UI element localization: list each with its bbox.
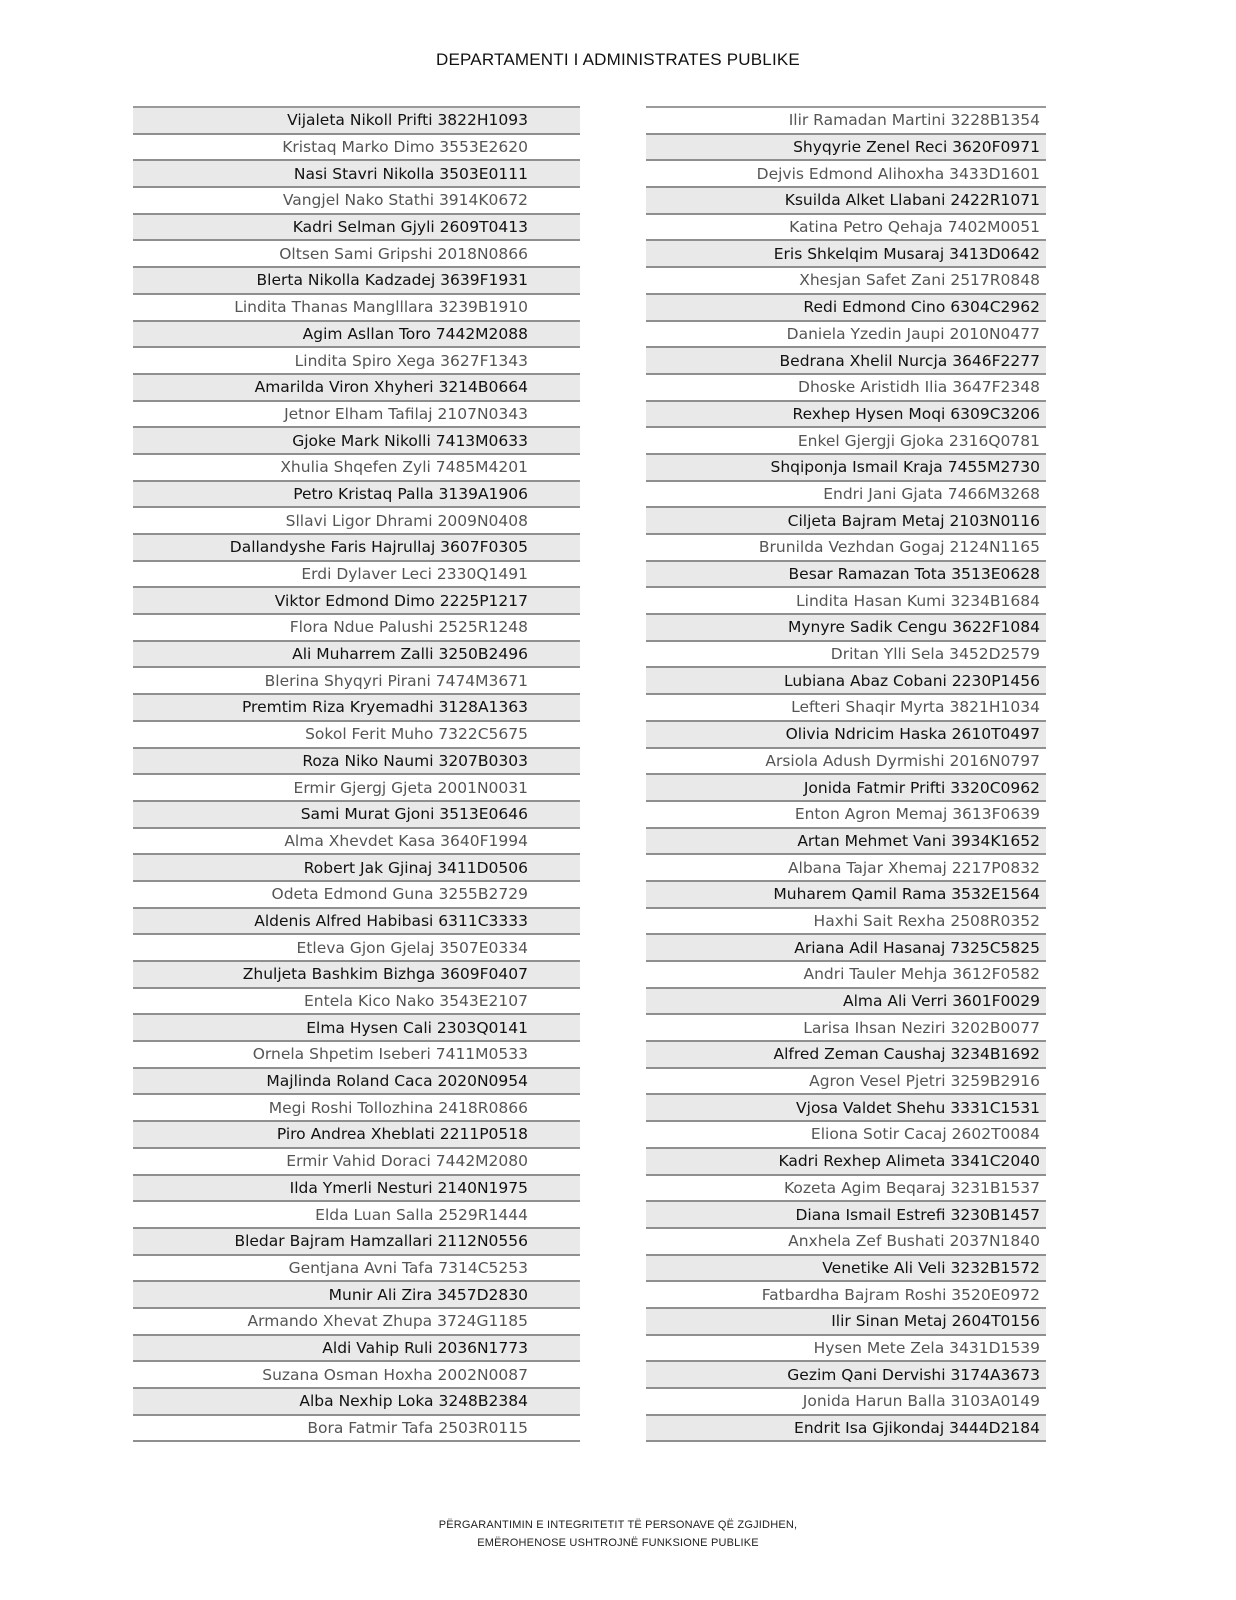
list-item: Zhuljeta Bashkim Bizhga 3609F0407 xyxy=(133,962,580,989)
list-item: Gezim Qani Dervishi 3174A3673 xyxy=(646,1362,1046,1389)
list-item: Katina Petro Qehaja 7402M0051 xyxy=(646,215,1046,242)
page-title: DEPARTAMENTI I ADMINISTRATES PUBLIKE xyxy=(436,50,800,69)
list-item: Vijaleta Nikoll Prifti 3822H1093 xyxy=(133,108,580,135)
list-item: Diana Ismail Estrefi 3230B1457 xyxy=(646,1202,1046,1229)
list-item: Piro Andrea Xheblati 2211P0518 xyxy=(133,1122,580,1149)
list-item: Lindita Thanas Manglllara 3239B1910 xyxy=(133,295,580,322)
list-item: Ali Muharrem Zalli 3250B2496 xyxy=(133,642,580,669)
list-item: Haxhi Sait Rexha 2508R0352 xyxy=(646,909,1046,936)
list-item: Ilir Sinan Metaj 2604T0156 xyxy=(646,1309,1046,1336)
list-item: Viktor Edmond Dimo 2225P1217 xyxy=(133,588,580,615)
list-item: Megi Roshi Tollozhina 2418R0866 xyxy=(133,1095,580,1122)
list-item: Andri Tauler Mehja 3612F0582 xyxy=(646,962,1046,989)
list-item: Endrit Isa Gjikondaj 3444D2184 xyxy=(646,1416,1046,1443)
list-item: Aldi Vahip Ruli 2036N1773 xyxy=(133,1336,580,1363)
list-item: Shqiponja Ismail Kraja 7455M2730 xyxy=(646,455,1046,482)
list-item: Lubiana Abaz Cobani 2230P1456 xyxy=(646,668,1046,695)
list-item: Venetike Ali Veli 3232B1572 xyxy=(646,1256,1046,1283)
right-name-list xyxy=(646,106,1046,1442)
list-item: Premtim Riza Kryemadhi 3128A1363 xyxy=(133,695,580,722)
list-item: Kadri Selman Gjyli 2609T0413 xyxy=(133,215,580,242)
list-item: Ciljeta Bajram Metaj 2103N0116 xyxy=(646,508,1046,535)
list-item: Agim Asllan Toro 7442M2088 xyxy=(133,322,580,349)
list-item: Nasi Stavri Nikolla 3503E0111 xyxy=(133,161,580,188)
list-item: Erdi Dylaver Leci 2330Q1491 xyxy=(133,562,580,589)
list-item: Gjoke Mark Nikolli 7413M0633 xyxy=(133,428,580,455)
list-item: Elda Luan Salla 2529R1444 xyxy=(133,1202,580,1229)
list-item: Kadri Rexhep Alimeta 3341C2040 xyxy=(646,1149,1046,1176)
list-item: Blerta Nikolla Kadzadej 3639F1931 xyxy=(133,268,580,295)
list-item: Alba Nexhip Loka 3248B2384 xyxy=(133,1389,580,1416)
list-item: Redi Edmond Cino 6304C2962 xyxy=(646,295,1046,322)
list-item: Fatbardha Bajram Roshi 3520E0972 xyxy=(646,1282,1046,1309)
list-item: Arsiola Adush Dyrmishi 2016N0797 xyxy=(646,749,1046,776)
list-item: Vangjel Nako Stathi 3914K0672 xyxy=(133,188,580,215)
list-item: Albana Tajar Xhemaj 2217P0832 xyxy=(646,855,1046,882)
list-item: Endri Jani Gjata 7466M3268 xyxy=(646,482,1046,509)
list-item: Jonida Fatmir Prifti 3320C0962 xyxy=(646,775,1046,802)
list-item: Dhoske Aristidh Ilia 3647F2348 xyxy=(646,375,1046,402)
list-item: Etleva Gjon Gjelaj 3507E0334 xyxy=(133,935,580,962)
list-item: Dejvis Edmond Alihoxha 3433D1601 xyxy=(646,161,1046,188)
list-item: Lefteri Shaqir Myrta 3821H1034 xyxy=(646,695,1046,722)
list-item: Sllavi Ligor Dhrami 2009N0408 xyxy=(133,508,580,535)
list-item: Enton Agron Memaj 3613F0639 xyxy=(646,802,1046,829)
list-item: Muharem Qamil Rama 3532E1564 xyxy=(646,882,1046,909)
list-item: Kozeta Agim Beqaraj 3231B1537 xyxy=(646,1176,1046,1203)
list-item: Xhulia Shqefen Zyli 7485M4201 xyxy=(133,455,580,482)
list-item: Ilda Ymerli Nesturi 2140N1975 xyxy=(133,1176,580,1203)
list-item: Elma Hysen Cali 2303Q0141 xyxy=(133,1015,580,1042)
list-item: Ksuilda Alket Llabani 2422R1071 xyxy=(646,188,1046,215)
list-item: Eliona Sotir Cacaj 2602T0084 xyxy=(646,1122,1046,1149)
list-item: Roza Niko Naumi 3207B0303 xyxy=(133,749,580,776)
list-item: Hysen Mete Zela 3431D1539 xyxy=(646,1336,1046,1363)
list-item: Dallandyshe Faris Hajrullaj 3607F0305 xyxy=(133,535,580,562)
list-item: Anxhela Zef Bushati 2037N1840 xyxy=(646,1229,1046,1256)
list-item: Ilir Ramadan Martini 3228B1354 xyxy=(646,108,1046,135)
list-item: Amarilda Viron Xhyheri 3214B0664 xyxy=(133,375,580,402)
list-item: Bledar Bajram Hamzallari 2112N0556 xyxy=(133,1229,580,1256)
list-item: Vjosa Valdet Shehu 3331C1531 xyxy=(646,1095,1046,1122)
list-item: Gentjana Avni Tafa 7314C5253 xyxy=(133,1256,580,1283)
list-item: Jetnor Elham Tafilaj 2107N0343 xyxy=(133,402,580,429)
list-item: Enkel Gjergji Gjoka 2316Q0781 xyxy=(646,428,1046,455)
list-item: Mynyre Sadik Cengu 3622F1084 xyxy=(646,615,1046,642)
list-item: Ornela Shpetim Iseberi 7411M0533 xyxy=(133,1042,580,1069)
list-item: Eris Shkelqim Musaraj 3413D0642 xyxy=(646,241,1046,268)
list-item: Blerina Shyqyri Pirani 7474M3671 xyxy=(133,668,580,695)
list-item: Ermir Gjergj Gjeta 2001N0031 xyxy=(133,775,580,802)
list-item: Alma Xhevdet Kasa 3640F1994 xyxy=(133,829,580,856)
list-item: Rexhep Hysen Moqi 6309C3206 xyxy=(646,402,1046,429)
list-item: Xhesjan Safet Zani 2517R0848 xyxy=(646,268,1046,295)
list-item: Munir Ali Zira 3457D2830 xyxy=(133,1282,580,1309)
list-item: Ariana Adil Hasanaj 7325C5825 xyxy=(646,935,1046,962)
list-item: Robert Jak Gjinaj 3411D0506 xyxy=(133,855,580,882)
footer xyxy=(0,1516,1236,1552)
list-item: Lindita Hasan Kumi 3234B1684 xyxy=(646,588,1046,615)
list-item: Alma Ali Verri 3601F0029 xyxy=(646,989,1046,1016)
list-item: Sami Murat Gjoni 3513E0646 xyxy=(133,802,580,829)
list-item: Jonida Harun Balla 3103A0149 xyxy=(646,1389,1046,1416)
list-item: Lindita Spiro Xega 3627F1343 xyxy=(133,348,580,375)
footer-line-2: EMËROHENOSE USHTROJNË FUNKSIONE PUBLIKE xyxy=(477,1537,759,1549)
list-item: Entela Kico Nako 3543E2107 xyxy=(133,989,580,1016)
list-item: Dritan Ylli Sela 3452D2579 xyxy=(646,642,1046,669)
footer-line-1: PËRGARANTIMIN E INTEGRITETIT TË PERSONAVE QË ZGJIDHEN, xyxy=(438,1519,798,1531)
list-item: Sokol Ferit Muho 7322C5675 xyxy=(133,722,580,749)
left-name-list xyxy=(133,106,580,1442)
list-item: Larisa Ihsan Neziri 3202B0077 xyxy=(646,1015,1046,1042)
list-item: Aldenis Alfred Habibasi 6311C3333 xyxy=(133,909,580,936)
list-item: Artan Mehmet Vani 3934K1652 xyxy=(646,829,1046,856)
list-item: Alfred Zeman Caushaj 3234B1692 xyxy=(646,1042,1046,1069)
list-item: Petro Kristaq Palla 3139A1906 xyxy=(133,482,580,509)
list-item: Agron Vesel Pjetri 3259B2916 xyxy=(646,1069,1046,1096)
list-item: Odeta Edmond Guna 3255B2729 xyxy=(133,882,580,909)
list-item: Daniela Yzedin Jaupi 2010N0477 xyxy=(646,322,1046,349)
list-item: Oltsen Sami Gripshi 2018N0866 xyxy=(133,241,580,268)
list-item: Armando Xhevat Zhupa 3724G1185 xyxy=(133,1309,580,1336)
list-item: Besar Ramazan Tota 3513E0628 xyxy=(646,562,1046,589)
list-item: Majlinda Roland Caca 2020N0954 xyxy=(133,1069,580,1096)
list-item: Suzana Osman Hoxha 2002N0087 xyxy=(133,1362,580,1389)
list-item: Shyqyrie Zenel Reci 3620F0971 xyxy=(646,135,1046,162)
list-item: Brunilda Vezhdan Gogaj 2124N1165 xyxy=(646,535,1046,562)
list-item: Olivia Ndricim Haska 2610T0497 xyxy=(646,722,1046,749)
list-item: Flora Ndue Palushi 2525R1248 xyxy=(133,615,580,642)
list-item: Bora Fatmir Tafa 2503R0115 xyxy=(133,1416,580,1443)
list-item: Bedrana Xhelil Nurcja 3646F2277 xyxy=(646,348,1046,375)
list-item: Ermir Vahid Doraci 7442M2080 xyxy=(133,1149,580,1176)
list-item: Kristaq Marko Dimo 3553E2620 xyxy=(133,135,580,162)
